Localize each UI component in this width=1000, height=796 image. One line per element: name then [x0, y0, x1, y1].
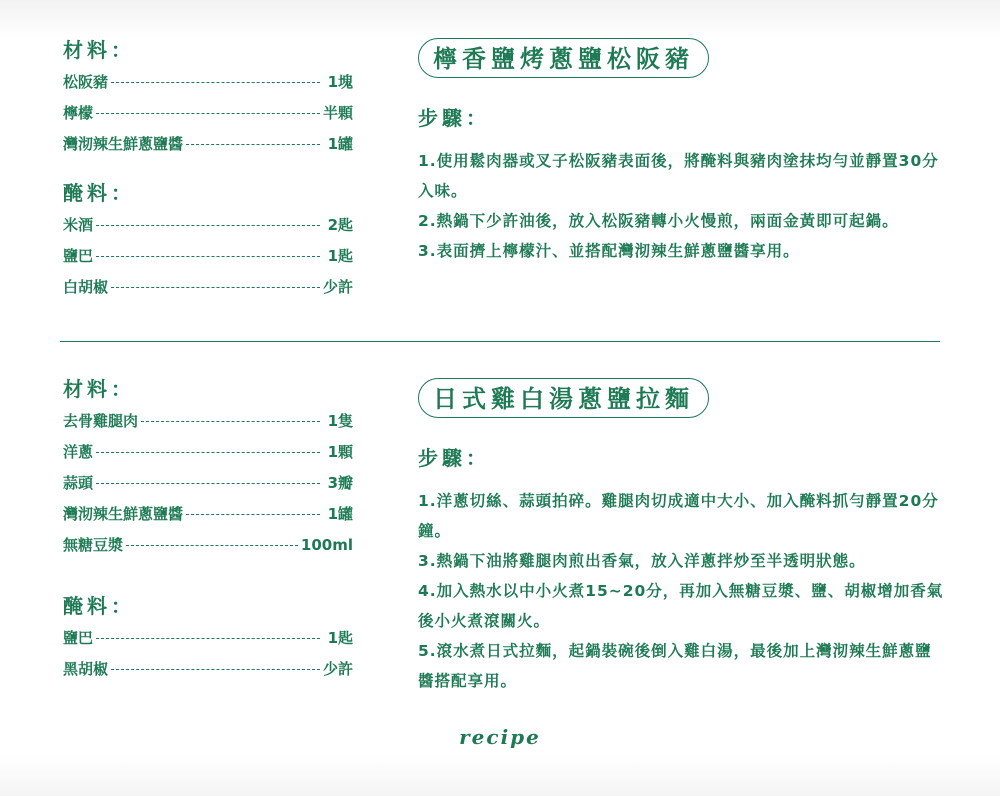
step-item: 4.加入熱水以中小火煮15~20分，再加入無糖豆漿、鹽、胡椒增加香氣後小火煮滾關火。	[418, 582, 944, 630]
step-item: 1.洋蔥切絲、蒜頭拍碎。雞腿肉切成適中大小、加入醃料抓勻靜置20分鐘。	[418, 492, 939, 540]
recipe-section-2	[0, 345, 1000, 715]
ingredients-heading: 材料：	[63, 38, 135, 62]
recipe-section-1	[0, 0, 1000, 340]
step-item: 3.表面擠上檸檬汁、並搭配灣沏辣生鮮蔥鹽醬享用。	[418, 242, 800, 260]
dotted-leader	[111, 82, 320, 83]
marinade-name: 鹽巴	[63, 629, 94, 647]
ingredient-quantity: 1隻	[327, 412, 353, 430]
steps-heading: 步驟：	[418, 446, 490, 470]
ingredients-heading: 材料：	[63, 377, 135, 401]
marinade-name: 米酒	[63, 216, 94, 234]
marinade-quantity: 2匙	[327, 216, 353, 234]
dotted-leader	[96, 483, 320, 484]
marinade-item	[63, 240, 353, 271]
dotted-leader	[186, 144, 320, 145]
ingredients-column	[63, 373, 353, 684]
marinade-name: 白胡椒	[63, 278, 109, 296]
marinade-name: 鹽巴	[63, 247, 94, 265]
dotted-leader	[111, 287, 320, 288]
ingredient-list	[63, 66, 353, 159]
ingredient-quantity: 1罐	[327, 135, 353, 153]
dotted-leader	[96, 452, 320, 453]
ingredient-quantity: 半顆	[322, 104, 353, 122]
footer-recipe-label: recipe	[459, 725, 541, 749]
marinade-item	[63, 653, 353, 684]
marinade-list	[63, 622, 353, 684]
ingredient-item	[63, 405, 353, 436]
ingredient-name: 去骨雞腿肉	[63, 412, 139, 430]
ingredient-name: 灣沏辣生鮮蔥鹽醬	[63, 505, 184, 523]
ingredient-item	[63, 66, 353, 97]
ingredients-column	[63, 34, 353, 302]
dotted-leader	[186, 514, 320, 515]
ingredient-name: 檸檬	[63, 104, 94, 122]
marinade-name: 黑胡椒	[63, 660, 109, 678]
ingredient-name: 灣沏辣生鮮蔥鹽醬	[63, 135, 184, 153]
marinade-list	[63, 209, 353, 302]
step-item: 3.熱鍋下油將雞腿肉煎出香氣，放入洋蔥拌炒至半透明狀態。	[418, 552, 866, 570]
dotted-leader	[96, 113, 320, 114]
ingredient-quantity: 1顆	[327, 443, 353, 461]
marinade-heading: 醃料：	[63, 594, 135, 618]
recipe-title: 檸香鹽烤蔥鹽松阪豬	[418, 38, 709, 78]
marinade-item	[63, 622, 353, 653]
dotted-leader	[96, 225, 320, 226]
marinade-quantity: 1匙	[327, 629, 353, 647]
ingredient-quantity: 1罐	[327, 505, 353, 523]
ingredient-item	[63, 436, 353, 467]
ingredient-quantity: 100ml	[300, 535, 353, 554]
step-item: 1.使用鬆肉器或叉子松阪豬表面後，將醃料與豬肉塗抹均勻並靜置30分入味。	[418, 152, 939, 200]
steps-heading: 步驟：	[418, 106, 490, 130]
dotted-leader	[126, 545, 298, 546]
ingredient-quantity: 1塊	[327, 73, 353, 91]
dotted-leader	[141, 421, 320, 422]
ingredient-item	[63, 529, 353, 560]
steps-column	[418, 38, 948, 266]
marinade-quantity: 1匙	[327, 247, 353, 265]
steps-column	[418, 378, 948, 696]
ingredient-item	[63, 97, 353, 128]
section-divider	[60, 341, 940, 342]
recipe-title: 日式雞白湯蔥鹽拉麵	[418, 378, 709, 418]
step-list	[418, 486, 948, 696]
ingredient-list	[63, 405, 353, 560]
ingredient-name: 松阪豬	[63, 73, 109, 91]
marinade-heading: 醃料：	[63, 181, 135, 205]
ingredient-quantity: 3瓣	[327, 474, 353, 492]
dotted-leader	[96, 256, 320, 257]
marinade-quantity: 少許	[322, 660, 353, 678]
ingredient-name: 洋蔥	[63, 443, 94, 461]
dotted-leader	[96, 638, 320, 639]
step-list	[418, 146, 948, 266]
step-item: 5.滾水煮日式拉麵，起鍋裝碗後倒入雞白湯，最後加上灣沏辣生鮮蔥鹽醬搭配享用。	[418, 642, 932, 690]
marinade-quantity: 少許	[322, 278, 353, 296]
step-item: 2.熱鍋下少許油後，放入松阪豬轉小火慢煎，兩面金黃即可起鍋。	[418, 212, 899, 230]
marinade-item	[63, 271, 353, 302]
ingredient-item	[63, 498, 353, 529]
ingredient-name: 蒜頭	[63, 474, 94, 492]
ingredient-name: 無糖豆漿	[63, 536, 124, 554]
marinade-item	[63, 209, 353, 240]
dotted-leader	[111, 669, 320, 670]
ingredient-item	[63, 467, 353, 498]
ingredient-item	[63, 128, 353, 159]
